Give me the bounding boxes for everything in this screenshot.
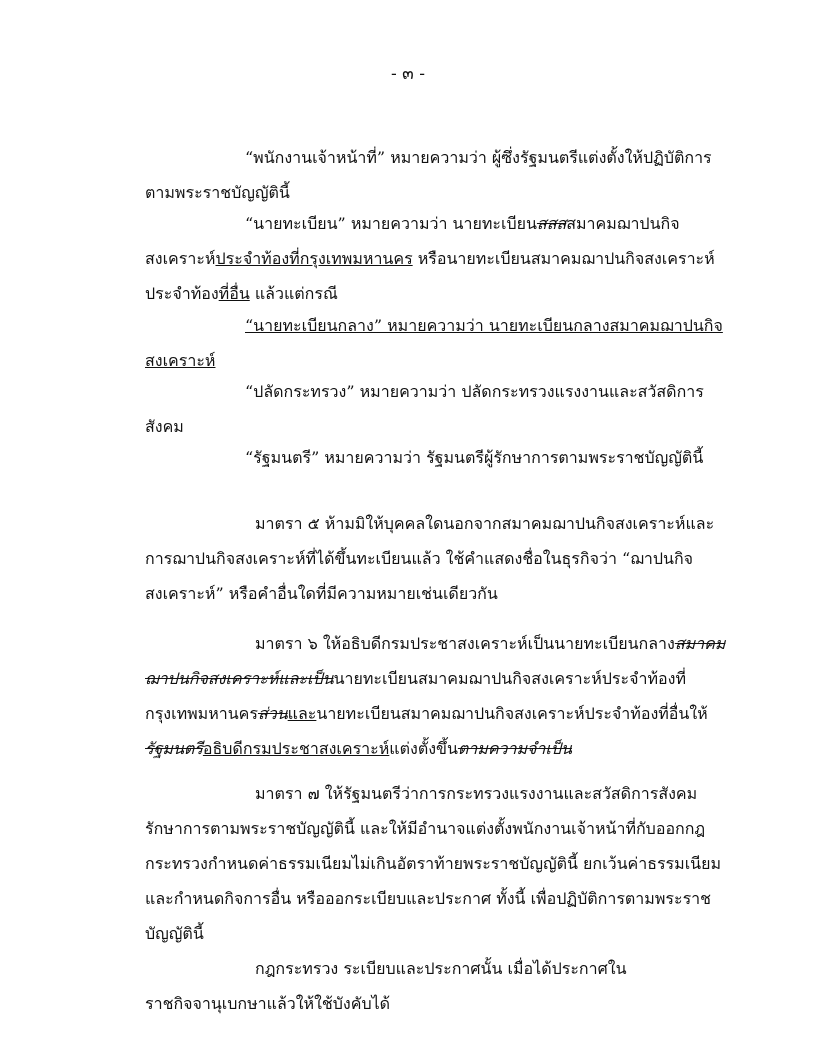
registrar-other-underlined: ที่อื่น xyxy=(218,284,250,303)
definition-officer-line2: ตามพระราชบัญญัตินี้ xyxy=(145,183,290,202)
page-number: - ๓ - xyxy=(391,64,425,84)
section-5 xyxy=(145,506,730,611)
definition-permanent-secretary xyxy=(145,374,730,444)
registrar-line3-b: แล้วแต่กรณี xyxy=(249,284,338,303)
definition-minister xyxy=(145,440,730,475)
section-7 xyxy=(145,776,730,1021)
section6-line1-a: มาตรา ๖ ให้อธิบดีกรมประชาสงเคราะห์เป็นนายทะเบียนกลาง xyxy=(255,634,675,653)
registrar-line2-a: สงเคราะห์ xyxy=(145,249,216,268)
section6-line4-b: แต่งตั้งขึ้น xyxy=(389,739,458,758)
section6-line4-underlined: อธิบดีกรมประชาสงเคราะห์ xyxy=(202,739,390,758)
section6-line2-struck: ฌาปนกิจสงเคราะห์และเป็น xyxy=(145,669,334,688)
section6-line3-underlined: และ xyxy=(287,704,317,723)
section7-line5: บัญญัตินี้ xyxy=(145,924,204,943)
section6-line4-struck2: ตามความจำเป็น xyxy=(457,739,572,758)
registrar-bangkok-underlined: ประจำท้องที่กรุงเทพมหานคร xyxy=(215,249,413,268)
definition-officer-line1: “พนักงานเจ้าหน้าที่” หมายความว่า ผู้ซึ่งรัฐมนตรีแต่งตั้งให้ปฏิบัติการ xyxy=(245,148,712,167)
section5-line1: มาตรา ๕ ห้ามมิให้บุคคลใดนอกจากสมาคมฌาปนกิจสงเคราะห์และ xyxy=(255,514,715,533)
section-6 xyxy=(145,626,730,766)
definition-officer xyxy=(145,140,730,210)
section7-line2: รักษาการตามพระราชบัญญัตินี้ และให้มีอำนาจแต่งตั้งพนักงานเจ้าหน้าที่กับออกกฎ xyxy=(145,819,706,838)
section6-line1-struck: สมาคม xyxy=(674,634,726,653)
section6-line3-a: กรุงเทพมหานคร xyxy=(145,704,258,723)
section6-line3-struck: ส่วน xyxy=(257,704,288,723)
section6-line4-struck: รัฐมนตรี xyxy=(145,739,203,758)
definition-registrar xyxy=(145,206,730,311)
registrar-struck-text: สสส xyxy=(536,214,567,233)
section7-line4: และกำหนดกิจการอื่น หรือออกระเบียบและประกาศ ทั้งนี้ เพื่อปฏิบัติการตามพระราช xyxy=(145,889,711,908)
registrar-text-a: “นายทะเบียน” หมายความว่า นายทะเบียน xyxy=(245,214,537,233)
central-registrar-line1: “นายทะเบียนกลาง” หมายความว่า นายทะเบียนกลางสมาคมฌาปนกิจ xyxy=(245,316,723,335)
permanent-secretary-line1: “ปลัดกระทรวง” หมายความว่า ปลัดกระทรวงแรงงานและสวัสดิการ xyxy=(245,382,704,401)
section7-line3: กระทรวงกำหนดค่าธรรมเนียมไม่เกินอัตราท้ายพระราชบัญญัตินี้ ยกเว้นค่าธรรมเนียม xyxy=(145,854,722,873)
permanent-secretary-line2: สังคม xyxy=(145,417,184,436)
section6-line2-b: นายทะเบียนสมาคมฌาปนกิจสงเคราะห์ประจำท้องที่ xyxy=(333,669,686,688)
section6-line3-b: นายทะเบียนสมาคมฌาปนกิจสงเคราะห์ประจำท้องที่อื่นให้ xyxy=(316,704,708,723)
central-registrar-line2: สงเคราะห์ xyxy=(145,351,216,370)
section7-line7: ราชกิจจานุเบกษาแล้วให้ใช้บังคับได้ xyxy=(145,994,391,1013)
minister-line1: “รัฐมนตรี” หมายความว่า รัฐมนตรีผู้รักษาการตามพระราชบัญญัตินี้ xyxy=(245,448,704,467)
registrar-line2-b: หรือนายทะเบียนสมาคมฌาปนกิจสงเคราะห์ xyxy=(412,249,715,268)
section5-line3: สงเคราะห์” หรือคำอื่นใดที่มีความหมายเช่นเดียวกัน xyxy=(145,584,498,603)
section7-line1: มาตรา ๗ ให้รัฐมนตรีว่าการกระทรวงแรงงานและสวัสดิการสังคม xyxy=(255,784,698,803)
registrar-text-b: สมาคมฌาปนกิจ xyxy=(566,214,680,233)
definition-central-registrar xyxy=(145,308,730,378)
registrar-line3-a: ประจำท้อง xyxy=(145,284,219,303)
section5-line2: การฌาปนกิจสงเคราะห์ที่ได้ขึ้นทะเบียนแล้ว ใช้คำแสดงชื่อในธุรกิจว่า “ฌาปนกิจ xyxy=(145,549,693,568)
section7-line6: กฎกระทรวง ระเบียบและประกาศนั้น เมื่อได้ประกาศใน xyxy=(255,959,627,978)
